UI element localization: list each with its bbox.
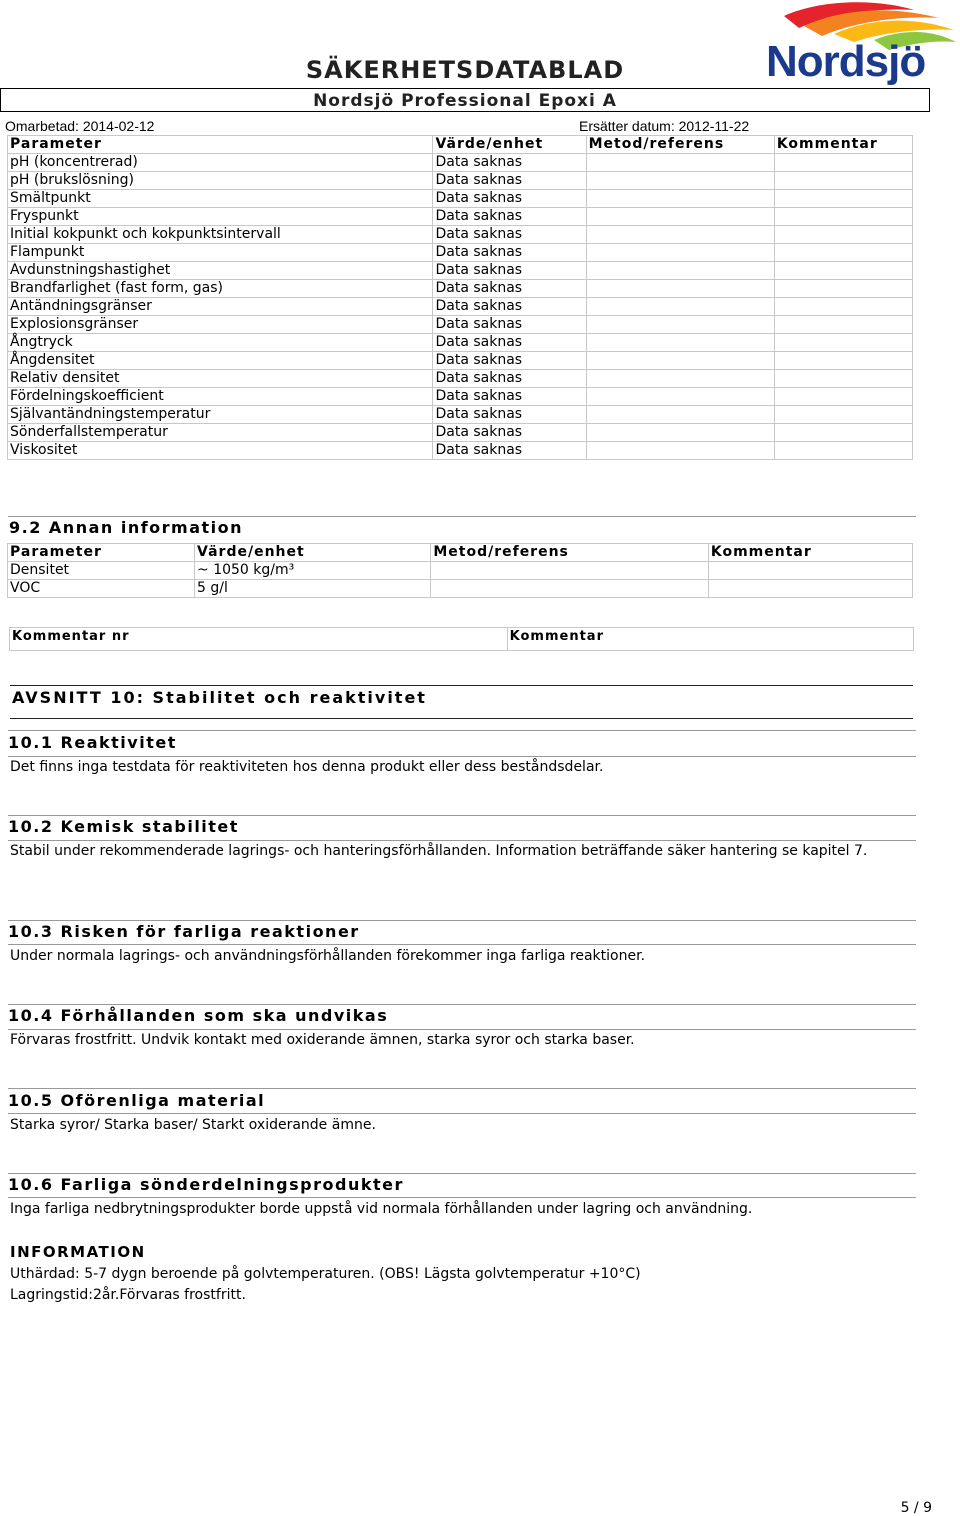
properties-table-cell (586, 262, 774, 280)
rule-10-1-top (8, 730, 916, 731)
other-info-table (7, 543, 913, 598)
text-10-5: Starka syror/ Starka baser/ Starkt oxiderande ämne. (10, 1117, 376, 1133)
properties-table-cell (586, 226, 774, 244)
properties-table-cell (586, 442, 774, 460)
other-info-table-header-cell: Metod/referens (431, 544, 709, 562)
properties-table-cell (774, 352, 912, 370)
other-info-table-cell (708, 562, 912, 580)
properties-table-header-cell: Parameter (8, 136, 433, 154)
properties-table-cell (586, 370, 774, 388)
heading-10-6: 10.6 Farliga sönderdelningsprodukter (8, 1175, 404, 1194)
properties-table-header-cell: Värde/enhet (433, 136, 586, 154)
rule-10-6-bottom (8, 1197, 916, 1198)
properties-table-cell (774, 370, 912, 388)
properties-table-cell: Fryspunkt (8, 208, 433, 226)
properties-table-cell: Data saknas (433, 172, 586, 190)
comment-table (9, 627, 914, 651)
other-info-table-cell: 5 g/l (195, 580, 431, 598)
properties-table-cell (586, 208, 774, 226)
properties-table-cell (774, 190, 912, 208)
text-10-4: Förvaras frostfritt. Undvik kontakt med oxiderande ämnen, starka syror och starka baser. (10, 1032, 635, 1048)
page-number: 5 / 9 (900, 1500, 932, 1516)
properties-table-cell (774, 226, 912, 244)
other-info-table-cell: VOC (8, 580, 195, 598)
properties-table-cell: Data saknas (433, 406, 586, 424)
properties-table-cell (774, 424, 912, 442)
rule-10-2-top (8, 815, 916, 816)
comment-header: Kommentar (507, 628, 913, 651)
properties-table-cell: Självantändningstemperatur (8, 406, 433, 424)
properties-table-row (8, 262, 913, 280)
properties-table-cell: Initial kokpunkt och kokpunktsintervall (8, 226, 433, 244)
other-info-table-cell: Densitet (8, 562, 195, 580)
section-10-heading: AVSNITT 10: Stabilitet och reaktivitet (12, 688, 427, 707)
rule-10-5-top (8, 1088, 916, 1089)
properties-table-cell: Data saknas (433, 316, 586, 334)
properties-table (7, 135, 913, 460)
properties-table-row (8, 424, 913, 442)
properties-table-cell: Flampunkt (8, 244, 433, 262)
information-line-1: Uthärdad: 5-7 dygn beroende på golvtemperaturen. (OBS! Lägsta golvtemperatur +10°C) (10, 1266, 641, 1282)
other-info-table-cell: ~ 1050 kg/m³ (195, 562, 431, 580)
properties-table-row (8, 442, 913, 460)
product-name: Nordsjö Professional Epoxi A (0, 88, 930, 112)
properties-table-cell (774, 316, 912, 334)
properties-table-cell: Avdunstningshastighet (8, 262, 433, 280)
properties-table-cell (586, 316, 774, 334)
properties-table-cell (586, 352, 774, 370)
nordsjo-logo (764, 2, 958, 90)
properties-table-cell (586, 388, 774, 406)
properties-table-cell (586, 280, 774, 298)
other-info-table-cell (431, 562, 709, 580)
properties-table-cell: Data saknas (433, 388, 586, 406)
properties-table-row (8, 370, 913, 388)
properties-table-cell (586, 406, 774, 424)
information-line-2: Lagringstid:2år.Förvaras frostfritt. (10, 1287, 246, 1303)
properties-table-cell: Brandfarlighet (fast form, gas) (8, 280, 433, 298)
other-info-table-header-cell: Parameter (8, 544, 195, 562)
properties-table-cell (774, 298, 912, 316)
heading-10-2: 10.2 Kemisk stabilitet (8, 817, 239, 836)
properties-table-header-cell: Kommentar (774, 136, 912, 154)
section-10-top-rule (10, 685, 913, 686)
document-title: SÄKERHETSDATABLAD (305, 56, 625, 84)
rule-10-3-top (8, 920, 916, 921)
other-info-table-row (8, 580, 913, 598)
properties-table-row (8, 334, 913, 352)
properties-table-row (8, 244, 913, 262)
properties-table-cell (774, 172, 912, 190)
properties-table-cell: Ångdensitet (8, 352, 433, 370)
other-info-table-row (8, 562, 913, 580)
properties-table-row (8, 280, 913, 298)
heading-10-3: 10.3 Risken för farliga reaktioner (8, 922, 360, 941)
properties-table-cell (774, 262, 912, 280)
heading-10-4: 10.4 Förhållanden som ska undvikas (8, 1006, 389, 1025)
other-info-table-cell (431, 580, 709, 598)
properties-table-row (8, 406, 913, 424)
properties-table-header-cell: Metod/referens (586, 136, 774, 154)
properties-table-row (8, 172, 913, 190)
properties-table-cell: Data saknas (433, 262, 586, 280)
other-info-table-header-cell: Värde/enhet (195, 544, 431, 562)
text-10-3: Under normala lagrings- och användningsförhållanden förekommer inga farliga reaktioner. (10, 948, 646, 964)
properties-table-cell (774, 388, 912, 406)
properties-table-cell: Smältpunkt (8, 190, 433, 208)
properties-table-row (8, 226, 913, 244)
properties-table-cell (586, 154, 774, 172)
properties-table-cell: Ångtryck (8, 334, 433, 352)
heading-10-5: 10.5 Oförenliga material (8, 1091, 266, 1110)
properties-table-row (8, 388, 913, 406)
rule-10-6-top (8, 1173, 916, 1174)
revised-date: Omarbetad: 2014-02-12 (5, 118, 155, 134)
properties-table-cell (774, 208, 912, 226)
section-92-heading: 9.2 Annan information (9, 518, 244, 537)
text-10-1: Det finns inga testdata för reaktiviteten hos denna produkt eller dess beståndsdelar. (10, 759, 604, 775)
section-10-bottom-rule (10, 718, 913, 719)
text-10-2: Stabil under rekommenderade lagrings- och hanteringsförhållanden. Information beträffande säker hantering se kapitel 7. (10, 843, 868, 859)
properties-table-cell: Relativ densitet (8, 370, 433, 388)
svg-text:Nordsjö: Nordsjö (766, 37, 926, 86)
properties-table-cell (586, 190, 774, 208)
properties-table-cell: Viskositet (8, 442, 433, 460)
properties-table-cell: Explosionsgränser (8, 316, 433, 334)
properties-table-cell (586, 172, 774, 190)
properties-table-cell (774, 154, 912, 172)
properties-table-cell: Data saknas (433, 280, 586, 298)
properties-table-cell: Fördelningskoefficient (8, 388, 433, 406)
properties-table-cell (774, 334, 912, 352)
other-info-table-header-cell: Kommentar (708, 544, 912, 562)
replaces-date: Ersätter datum: 2012-11-22 (579, 118, 750, 134)
properties-table-row (8, 190, 913, 208)
text-10-6: Inga farliga nedbrytningsprodukter borde uppstå vid normala förhållanden under lagring och användning. (10, 1201, 753, 1217)
properties-table-cell: Data saknas (433, 154, 586, 172)
properties-table-cell (586, 424, 774, 442)
properties-table-cell: pH (brukslösning) (8, 172, 433, 190)
other-info-table-cell (708, 580, 912, 598)
properties-table-cell: Data saknas (433, 298, 586, 316)
properties-table-cell: Data saknas (433, 334, 586, 352)
properties-table-cell (774, 406, 912, 424)
properties-table-cell: Data saknas (433, 226, 586, 244)
rule-10-5-bottom (8, 1113, 916, 1114)
properties-table-cell: Data saknas (433, 190, 586, 208)
properties-table-cell: Sönderfallstemperatur (8, 424, 433, 442)
properties-table-cell: Data saknas (433, 208, 586, 226)
heading-10-1: 10.1 Reaktivitet (8, 733, 177, 752)
properties-table-cell: Data saknas (433, 370, 586, 388)
properties-table-cell: Data saknas (433, 244, 586, 262)
properties-table-cell (586, 244, 774, 262)
information-heading: INFORMATION (10, 1243, 146, 1261)
section-92-rule (8, 516, 916, 517)
properties-table-cell (774, 244, 912, 262)
properties-table-cell: Data saknas (433, 352, 586, 370)
properties-table-row (8, 154, 913, 172)
properties-table-cell (774, 280, 912, 298)
properties-table-cell: Data saknas (433, 442, 586, 460)
comment-nr-header: Kommentar nr (10, 628, 508, 651)
properties-table-cell (774, 442, 912, 460)
properties-table-cell: pH (koncentrerad) (8, 154, 433, 172)
properties-table-row (8, 298, 913, 316)
rule-10-4-top (8, 1004, 916, 1005)
properties-table-cell (586, 334, 774, 352)
rule-10-3-bottom (8, 944, 916, 945)
properties-table-row (8, 352, 913, 370)
properties-table-cell: Antändningsgränser (8, 298, 433, 316)
properties-table-row (8, 208, 913, 226)
properties-table-row (8, 316, 913, 334)
properties-table-cell: Data saknas (433, 424, 586, 442)
properties-table-cell (586, 298, 774, 316)
